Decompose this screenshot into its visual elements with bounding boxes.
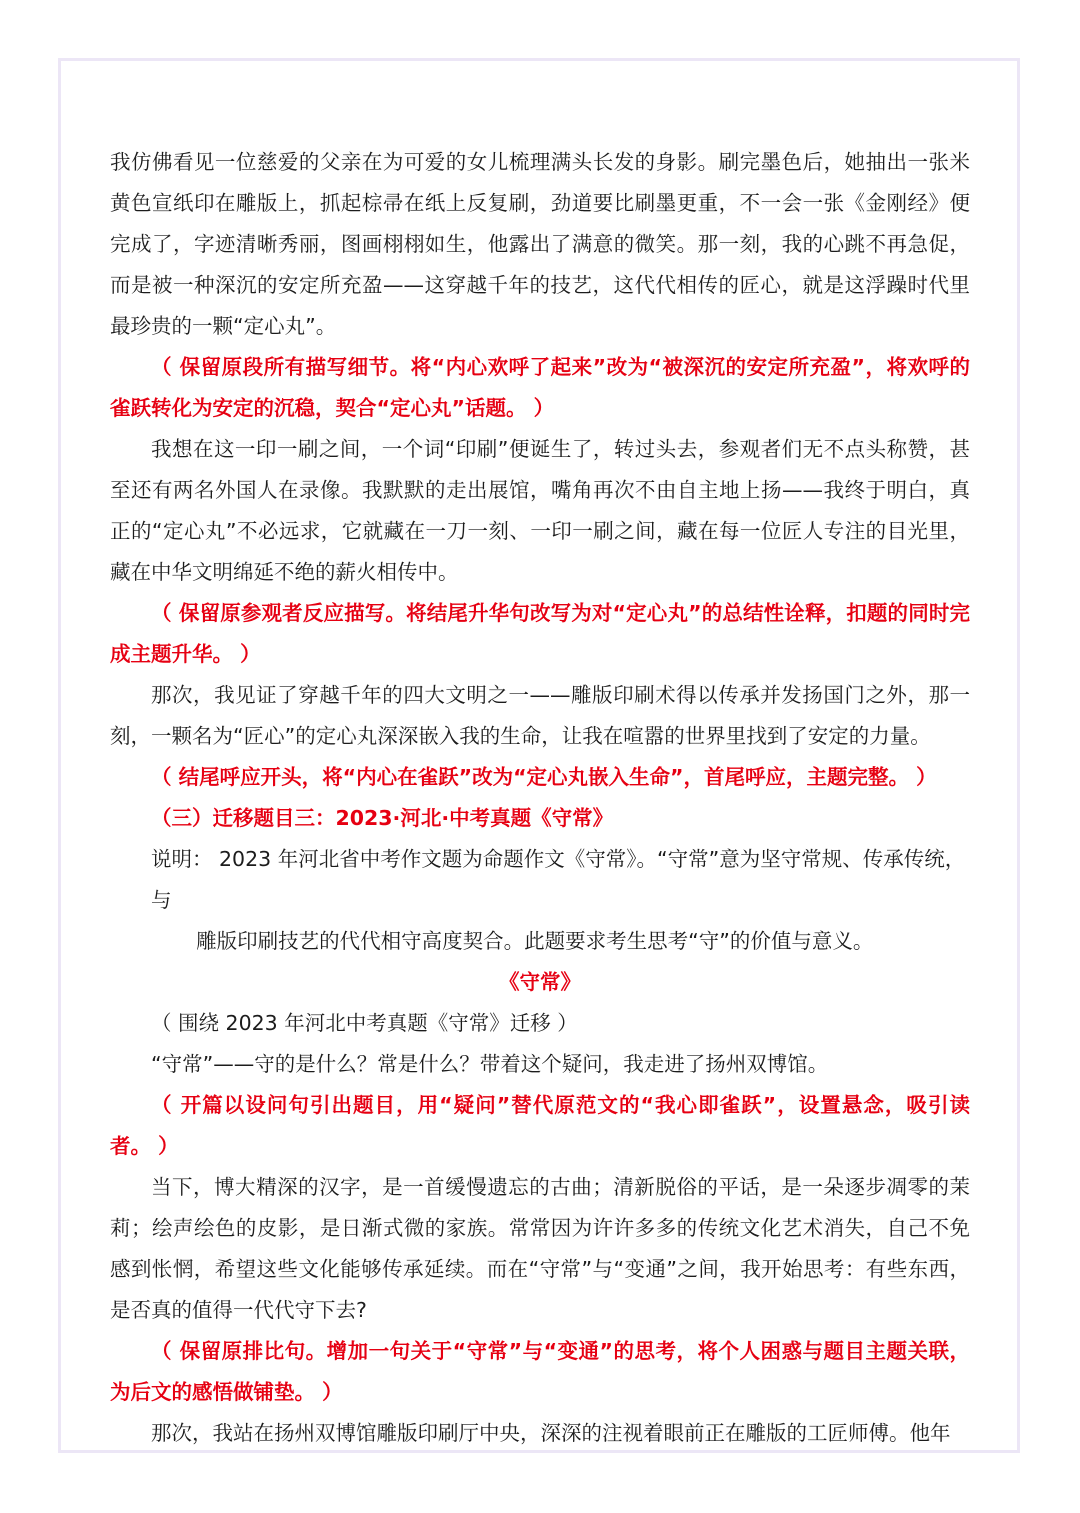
paragraph-4: “守常”——守的是什么？常是什么？带着这个疑问，我走进了扬州双博馆。 <box>151 1052 829 1076</box>
paragraph-3: 那次，我见证了穿越千年的四大文明之一——雕版印刷术得以传承并发扬国门之外，那一刻，一颗名为“匠心”的定心丸深深嵌入我的生命，让我在喧嚣的世界里找到了安定的力量。 <box>110 683 970 748</box>
annotation-5: （ 保留原排比句。增加一句关于“守常”与“变通”的思考，将个人困惑与题目主题关联，为后文的感悟做铺垫。 ） <box>110 1339 970 1404</box>
section-heading: （三）迁移题目三：2023·河北·中考真题《守常》 <box>151 806 614 830</box>
essay-title: 《守常》 <box>499 970 581 994</box>
document-body <box>110 142 970 1454</box>
description-line-2: 雕版印刷技艺的代代相守高度契合。此题要求考生思考“守”的价值与意义。 <box>196 929 874 953</box>
annotation-2: （ 保留原参观者反应描写。将结尾升华句改写为对“定心丸”的总结性诠释，扣题的同时完成主题升华。 ） <box>110 601 970 666</box>
annotation-1: （ 保留原段所有描写细节。将“内心欢呼了起来”改为“被深沉的安定所充盈”，将欢呼的雀跃转化为安定的沉稳，契合“定心丸”话题。 ） <box>110 355 970 420</box>
paragraph-6: 那次，我站在扬州双博馆雕版印刷厅中央，深深的注视着眼前正在雕版的工匠师傅。他年 <box>151 1421 951 1445</box>
paragraph-5: 当下，博大精深的汉字，是一首缓慢遗忘的古曲；清新脱俗的平话，是一朵逐步凋零的茉莉；绘声绘色的皮影，是日渐式微的家族。常常因为许许多多的传统文化艺术消失，自己不免感到怅惘，希望这些文化能够传承延续。而在“守常”与“变通”之间，我开始思考：有些东西，是否真的值得一代代守下去? <box>110 1175 970 1322</box>
subtitle-note: （ 围绕 2023 年河北中考真题《守常》迁移 ） <box>151 1011 578 1035</box>
annotation-4: （ 开篇以设问句引出题目，用“疑问”替代原范文的“我心即雀跃”，设置悬念，吸引读者。 ） <box>110 1093 970 1158</box>
paragraph-1: 我仿佛看见一位慈爱的父亲在为可爱的女儿梳理满头长发的身影。刷完墨色后，她抽出一张米黄色宣纸印在雕版上，抓起棕帚在纸上反复刷，劲道要比刷墨更重，不一会一张《金刚经》便完成了，字迹清晰秀丽，图画栩栩如生，他露出了满意的微笑。那一刻，我的心跳不再急促，而是被一种深沉的安定所充盈——这穿越千年的技艺，这代代相传的匠心，就是这浮躁时代里最珍贵的一颗“定心丸”。 <box>110 150 970 338</box>
annotation-3: （ 结尾呼应开头，将“内心在雀跃”改为“定心丸嵌入生命”，首尾呼应，主题完整。 ） <box>151 765 937 789</box>
paragraph-2: 我想在这一印一刷之间，一个词“印刷”便诞生了，转过头去，参观者们无不点头称赞，甚至还有两名外国人在录像。我默默的走出展馆，嘴角再次不由自主地上扬——我终于明白，真正的“定心丸”不必远求，它就藏在一刀一刻、一印一刷之间，藏在每一位匠人专注的目光里，藏在中华文明绵延不绝的薪火相传中。 <box>110 437 970 584</box>
description-line-1: 说明： 2023 年河北省中考作文题为命题作文《守常》。“守常”意为坚守常规、传承传统，与 <box>151 847 966 912</box>
